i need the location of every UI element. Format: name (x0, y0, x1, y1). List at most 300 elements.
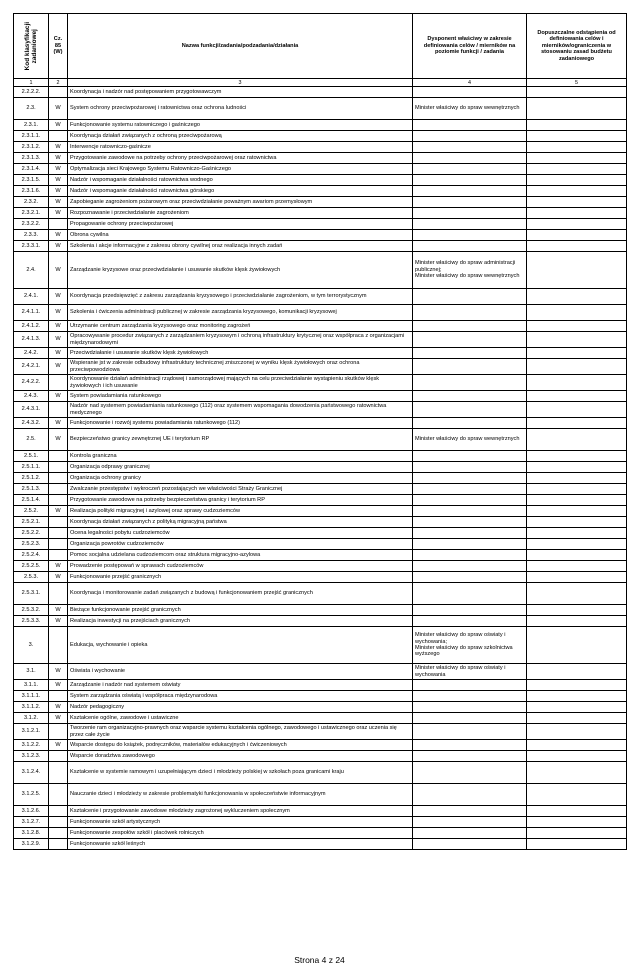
row-dysponent (413, 418, 527, 429)
row-code: 2.5.2.5. (14, 561, 49, 572)
table-row (14, 539, 627, 550)
table-row (14, 451, 627, 462)
row-odstepstwa (527, 724, 627, 740)
row-odstepstwa (527, 391, 627, 402)
row-odstepstwa (527, 539, 627, 550)
row-dysponent (413, 321, 527, 332)
row-dysponent (413, 87, 527, 98)
row-name: Propagowanie ochrony przeciwpożarowej (68, 219, 413, 230)
row-code: 3.1.1. (14, 680, 49, 691)
table-row (14, 402, 627, 418)
row-odstepstwa (527, 241, 627, 252)
row-name: System powiadamiania ratunkowego (68, 391, 413, 402)
row-code: 2.4. (14, 252, 49, 289)
row-name: Prowadzenie postępowań w sprawach cudzoziemców (68, 561, 413, 572)
row-odstepstwa (527, 208, 627, 219)
row-code: 3.1.1.1. (14, 691, 49, 702)
row-name: Koordynacja i monitorowanie zadań związanych z budową i funkcjonowaniem przejść granicznych (68, 583, 413, 605)
table-row (14, 142, 627, 153)
row-code: 2.5. (14, 429, 49, 451)
row-part: W (49, 252, 68, 289)
row-odstepstwa (527, 98, 627, 120)
row-code: 2.4.1.3. (14, 332, 49, 348)
row-part: W (49, 153, 68, 164)
row-dysponent (413, 451, 527, 462)
row-code: 3.1.2.1. (14, 724, 49, 740)
table-row (14, 828, 627, 839)
row-odstepstwa (527, 828, 627, 839)
row-odstepstwa (527, 402, 627, 418)
row-name: Realizacja inwestycji na przejściach granicznych (68, 616, 413, 627)
table-row (14, 664, 627, 680)
table-row (14, 462, 627, 473)
row-dysponent (413, 175, 527, 186)
row-part (49, 724, 68, 740)
row-part: W (49, 680, 68, 691)
row-odstepstwa (527, 197, 627, 208)
row-name: Koordynowanie działań administracji rządowej i samorządowej mających na celu przeciwdziałanie wystąpieniu skutków klęsk żywiołowych i ich usuwanie (68, 375, 413, 391)
row-dysponent (413, 402, 527, 418)
row-part (49, 828, 68, 839)
row-odstepstwa (527, 762, 627, 784)
row-part: W (49, 506, 68, 517)
row-code: 2.3. (14, 98, 49, 120)
row-dysponent (413, 702, 527, 713)
row-part (49, 219, 68, 230)
row-odstepstwa (527, 572, 627, 583)
row-code: 2.2.2.2. (14, 87, 49, 98)
table-row (14, 230, 627, 241)
table-row (14, 702, 627, 713)
row-dysponent (413, 208, 527, 219)
row-dysponent (413, 583, 527, 605)
column-number: 3 (68, 79, 413, 87)
row-code: 2.4.3. (14, 391, 49, 402)
row-part: W (49, 142, 68, 153)
row-code: 3.1.1.2. (14, 702, 49, 713)
row-dysponent (413, 375, 527, 391)
row-code: 2.3.1.5. (14, 175, 49, 186)
row-code: 2.4.3.2. (14, 418, 49, 429)
row-odstepstwa (527, 473, 627, 484)
row-code: 3.1.2.3. (14, 751, 49, 762)
row-odstepstwa (527, 495, 627, 506)
table-row (14, 289, 627, 305)
row-part (49, 784, 68, 806)
row-part: W (49, 164, 68, 175)
row-code: 2.4.1.2. (14, 321, 49, 332)
table-row (14, 321, 627, 332)
table-row (14, 806, 627, 817)
row-code: 2.3.2.1. (14, 208, 49, 219)
header-kod-label: Kod klasyfikacji zadaniowej (24, 21, 38, 71)
row-part: W (49, 418, 68, 429)
table-row (14, 241, 627, 252)
row-part: W (49, 713, 68, 724)
row-dysponent (413, 289, 527, 305)
table-row (14, 87, 627, 98)
table-row (14, 153, 627, 164)
row-code: 2.3.3. (14, 230, 49, 241)
page-footer: Strona 4 z 24 (294, 955, 345, 965)
row-odstepstwa (527, 806, 627, 817)
row-name: Koordynacja działań związanych z ochroną przeciwpożarową (68, 131, 413, 142)
row-dysponent (413, 186, 527, 197)
header-odstepstwa: Dopuszczalne odstąpienia od definiowania celów i mierników/ograniczenia w stosowaniu zasad budżetu zadaniowego (527, 14, 627, 79)
table-row (14, 473, 627, 484)
row-name: Rozpoznawanie i przeciwdziałanie zagrożeniom (68, 208, 413, 219)
row-dysponent (413, 539, 527, 550)
row-code: 3. (14, 627, 49, 664)
row-part (49, 528, 68, 539)
table-row (14, 186, 627, 197)
row-code: 2.3.1.1. (14, 131, 49, 142)
row-odstepstwa (527, 289, 627, 305)
row-part: W (49, 321, 68, 332)
row-name: Opracowywanie procedur związanych z zarządzaniem kryzysowym i ochroną infrastruktury krytycznej oraz współpraca z organizacjami międzynarodowymi (68, 332, 413, 348)
table-row (14, 506, 627, 517)
row-dysponent (413, 828, 527, 839)
row-name: Organizacja ochrony granicy (68, 473, 413, 484)
row-odstepstwa (527, 230, 627, 241)
row-name: Organizacja powrotów cudzoziemców (68, 539, 413, 550)
row-code: 2.4.2.1. (14, 359, 49, 375)
table-row (14, 839, 627, 850)
row-code: 2.4.3.1. (14, 402, 49, 418)
row-odstepstwa (527, 839, 627, 850)
row-part: W (49, 561, 68, 572)
row-name: Nadzór i wspomaganie działalności ratownictwa wodnego (68, 175, 413, 186)
row-code: 2.3.1. (14, 120, 49, 131)
table-row (14, 627, 627, 664)
column-number: 5 (527, 79, 627, 87)
row-part: W (49, 359, 68, 375)
row-part: W (49, 348, 68, 359)
row-part: W (49, 605, 68, 616)
row-name: Zarządzanie i nadzór nad systemem oświaty (68, 680, 413, 691)
row-name: Ocena legalności pobytu cudzoziemców (68, 528, 413, 539)
row-dysponent (413, 528, 527, 539)
row-odstepstwa (527, 87, 627, 98)
table-row (14, 359, 627, 375)
row-name: Wspieranie jst w zakresie odbudowy infrastruktury technicznej zniszczonej w wyniku klęsk żywiołowych oraz ochrona przeciwpowodziowa (68, 359, 413, 375)
row-part (49, 691, 68, 702)
row-name: Organizacja odprawy granicznej (68, 462, 413, 473)
row-dysponent (413, 817, 527, 828)
row-name: Szkolenia i ćwiczenia administracji publicznej w zakresie zarządzania kryzysowego, komunikacji kryzysowej (68, 305, 413, 321)
header-nazwa: Nazwa funkcji/zadania/podzadania/działania (68, 14, 413, 79)
table-row (14, 418, 627, 429)
row-part (49, 495, 68, 506)
row-code: 2.5.1. (14, 451, 49, 462)
row-odstepstwa (527, 164, 627, 175)
row-part: W (49, 305, 68, 321)
row-odstepstwa (527, 616, 627, 627)
table-row (14, 348, 627, 359)
row-part: W (49, 98, 68, 120)
row-dysponent: Minister właściwy do spraw administracji publicznej; Minister właściwy do spraw wewnętrznych (413, 252, 527, 289)
row-dysponent (413, 806, 527, 817)
row-code: 2.3.2.2. (14, 219, 49, 230)
row-dysponent (413, 230, 527, 241)
row-dysponent: Minister właściwy do spraw oświaty i wychowania; Minister właściwy do spraw szkolnictwa wyższego (413, 627, 527, 664)
row-code: 2.5.1.2. (14, 473, 49, 484)
row-code: 2.5.1.4. (14, 495, 49, 506)
row-dysponent (413, 762, 527, 784)
row-name: Nauczanie dzieci i młodzieży w zakresie problematyki funkcjonowania w społeczeństwie informacyjnym (68, 784, 413, 806)
row-name: Funkcjonowanie przejść granicznych (68, 572, 413, 583)
row-part (49, 517, 68, 528)
table-row (14, 495, 627, 506)
table-row (14, 252, 627, 289)
row-part (49, 462, 68, 473)
row-part: W (49, 664, 68, 680)
row-dysponent (413, 751, 527, 762)
table-row (14, 219, 627, 230)
row-part (49, 817, 68, 828)
row-part (49, 87, 68, 98)
row-odstepstwa (527, 484, 627, 495)
row-name: Funkcjonowanie szkół artystycznych (68, 817, 413, 828)
row-dysponent (413, 740, 527, 751)
table-row (14, 751, 627, 762)
row-part: W (49, 572, 68, 583)
row-code: 3.1.2.2. (14, 740, 49, 751)
table-row (14, 120, 627, 131)
row-odstepstwa (527, 375, 627, 391)
row-part: W (49, 175, 68, 186)
row-dysponent (413, 713, 527, 724)
row-part: W (49, 208, 68, 219)
table-row (14, 561, 627, 572)
row-name: Kontrola graniczna (68, 451, 413, 462)
row-name: Przygotowanie zawodowe na potrzeby bezpieczeństwa granicy i terytorium RP (68, 495, 413, 506)
row-part: W (49, 740, 68, 751)
column-number: 2 (49, 79, 68, 87)
row-name: Zapobieganie zagrożeniom pożarowym oraz przeciwdziałanie poważnym awariom przemysłowym (68, 197, 413, 208)
row-dysponent (413, 164, 527, 175)
row-code: 2.5.3. (14, 572, 49, 583)
row-code: 2.3.3.1. (14, 241, 49, 252)
table-row (14, 605, 627, 616)
row-odstepstwa (527, 751, 627, 762)
row-part (49, 550, 68, 561)
row-name: Funkcjonowanie i rozwój systemu powiadamiania ratunkowego (112) (68, 418, 413, 429)
header-kod (14, 14, 49, 79)
row-code: 2.5.2.2. (14, 528, 49, 539)
row-part: W (49, 616, 68, 627)
row-part (49, 806, 68, 817)
row-name: System ochrony przeciwpożarowej i ratownictwa oraz ochrona ludności (68, 98, 413, 120)
table-row (14, 528, 627, 539)
row-odstepstwa (527, 691, 627, 702)
table-row (14, 583, 627, 605)
row-odstepstwa (527, 153, 627, 164)
row-odstepstwa (527, 627, 627, 664)
table-row (14, 691, 627, 702)
row-dysponent (413, 561, 527, 572)
table-row (14, 484, 627, 495)
row-code: 3.1.2.7. (14, 817, 49, 828)
table-row (14, 517, 627, 528)
row-odstepstwa (527, 186, 627, 197)
table-row (14, 713, 627, 724)
row-code: 2.3.1.6. (14, 186, 49, 197)
row-part: W (49, 241, 68, 252)
row-odstepstwa (527, 817, 627, 828)
row-code: 2.3.1.2. (14, 142, 49, 153)
row-name: Obrona cywilna (68, 230, 413, 241)
row-code: 2.5.1.1. (14, 462, 49, 473)
row-odstepstwa (527, 506, 627, 517)
row-name: Funkcjonowanie systemu ratowniczego i gaśniczego (68, 120, 413, 131)
table-row (14, 740, 627, 751)
row-odstepstwa (527, 131, 627, 142)
row-odstepstwa (527, 219, 627, 230)
row-odstepstwa (527, 702, 627, 713)
row-name: Wsparcie dostępu do książek, podręczników, materiałów edukacyjnych i ćwiczeniowych (68, 740, 413, 751)
table-row (14, 616, 627, 627)
table-row (14, 131, 627, 142)
table-row (14, 784, 627, 806)
row-part: W (49, 332, 68, 348)
header-dysponent: Dysponent właściwy w zakresie definiowania celów / mierników na poziomie funkcji / zadania (413, 14, 527, 79)
row-dysponent (413, 605, 527, 616)
row-part: W (49, 120, 68, 131)
row-code: 2.3.1.3. (14, 153, 49, 164)
row-odstepstwa (527, 359, 627, 375)
row-name: Interwencje ratowniczo-gaśnicze (68, 142, 413, 153)
row-code: 2.4.1.1. (14, 305, 49, 321)
row-dysponent (413, 680, 527, 691)
row-part: W (49, 429, 68, 451)
row-name: Optymalizacja sieci Krajowego Systemu Ratowniczo-Gaśniczego (68, 164, 413, 175)
row-name: Funkcjonowanie zespołów szkół i placówek rolniczych (68, 828, 413, 839)
row-code: 2.3.2. (14, 197, 49, 208)
table-row (14, 572, 627, 583)
row-odstepstwa (527, 680, 627, 691)
table-row (14, 762, 627, 784)
row-name: Nadzór i wspomaganie działalności ratownictwa górskiego (68, 186, 413, 197)
row-dysponent (413, 391, 527, 402)
table-row (14, 680, 627, 691)
table-row (14, 164, 627, 175)
row-dysponent (413, 616, 527, 627)
row-dysponent (413, 305, 527, 321)
row-odstepstwa (527, 451, 627, 462)
row-odstepstwa (527, 784, 627, 806)
row-dysponent (413, 691, 527, 702)
row-name: Edukacja, wychowanie i opieka (68, 627, 413, 664)
row-dysponent (413, 332, 527, 348)
row-dysponent (413, 784, 527, 806)
column-number: 1 (14, 79, 49, 87)
row-name: Utrzymanie centrum zarządzania kryzysowego oraz monitoring zagrożeń (68, 321, 413, 332)
row-name: Koordynacja przedsięwzięć z zakresu zarządzania kryzysowego i przeciwdziałanie zagrożeniom, w tym terrorystycznym (68, 289, 413, 305)
row-odstepstwa (527, 305, 627, 321)
table-row (14, 375, 627, 391)
row-dysponent (413, 348, 527, 359)
row-name: Przeciwdziałanie i usuwanie skutków klęsk żywiołowych (68, 348, 413, 359)
table-row (14, 817, 627, 828)
row-dysponent (413, 219, 527, 230)
row-name: Funkcjonowanie szkół leśnych (68, 839, 413, 850)
row-code: 2.3.1.4. (14, 164, 49, 175)
row-part (49, 751, 68, 762)
row-odstepstwa (527, 429, 627, 451)
row-dysponent: Minister właściwy do spraw oświaty i wychowania (413, 664, 527, 680)
table-row (14, 208, 627, 219)
table-row (14, 98, 627, 120)
row-part: W (49, 186, 68, 197)
row-name: Przygotowanie zawodowe na potrzeby ochrony przeciwpożarowej oraz ratownictwa (68, 153, 413, 164)
row-odstepstwa (527, 550, 627, 561)
row-part (49, 131, 68, 142)
column-number: 4 (413, 79, 527, 87)
column-number-row (14, 79, 627, 87)
row-dysponent (413, 241, 527, 252)
row-odstepstwa (527, 142, 627, 153)
row-part: W (49, 289, 68, 305)
row-name: Bieżące funkcjonowanie przejść granicznych (68, 605, 413, 616)
header-cz: Cz. 85 (W) (49, 14, 68, 79)
row-code: 3.1.2.8. (14, 828, 49, 839)
row-odstepstwa (527, 583, 627, 605)
row-name: Bezpieczeństwo granicy zewnętrznej UE i terytorium RP (68, 429, 413, 451)
table-row (14, 429, 627, 451)
row-dysponent (413, 359, 527, 375)
row-part (49, 839, 68, 850)
row-part (49, 451, 68, 462)
row-odstepstwa (527, 664, 627, 680)
row-dysponent (413, 473, 527, 484)
row-name: Nadzór nad systemem powiadamiania ratunkowego (112) oraz systemem wspomagania dowodzenia państwowego ratownictwa medycznego (68, 402, 413, 418)
row-name: Nadzór pedagogiczny (68, 702, 413, 713)
row-code: 3.1. (14, 664, 49, 680)
table-row (14, 550, 627, 561)
row-odstepstwa (527, 462, 627, 473)
row-code: 2.4.2. (14, 348, 49, 359)
row-part (49, 539, 68, 550)
row-name: Wsparcie doradztwa zawodowego (68, 751, 413, 762)
row-dysponent (413, 484, 527, 495)
row-odstepstwa (527, 517, 627, 528)
row-odstepstwa (527, 605, 627, 616)
row-dysponent (413, 550, 527, 561)
row-code: 3.1.2.6. (14, 806, 49, 817)
row-name: Kształcenie w systemie ramowym i uzupełniającym dzieci i młodzieży polskiej w szkołach poza granicami kraju (68, 762, 413, 784)
row-dysponent (413, 572, 527, 583)
row-odstepstwa (527, 120, 627, 131)
row-dysponent (413, 120, 527, 131)
row-dysponent (413, 153, 527, 164)
row-odstepstwa (527, 332, 627, 348)
row-part: W (49, 702, 68, 713)
row-code: 2.5.3.2. (14, 605, 49, 616)
row-dysponent (413, 142, 527, 153)
row-part: W (49, 230, 68, 241)
row-code: 2.4.1. (14, 289, 49, 305)
row-name: Zwalczanie przestępstw i wykroczeń pozostających we właściwości Straży Granicznej (68, 484, 413, 495)
table-row (14, 197, 627, 208)
row-dysponent (413, 517, 527, 528)
classification-table (13, 13, 627, 850)
row-code: 3.1.2. (14, 713, 49, 724)
row-code: 3.1.2.5. (14, 784, 49, 806)
row-name: Koordynacja działań związanych z polityką migracyjną państwa (68, 517, 413, 528)
row-dysponent (413, 724, 527, 740)
row-part (49, 762, 68, 784)
